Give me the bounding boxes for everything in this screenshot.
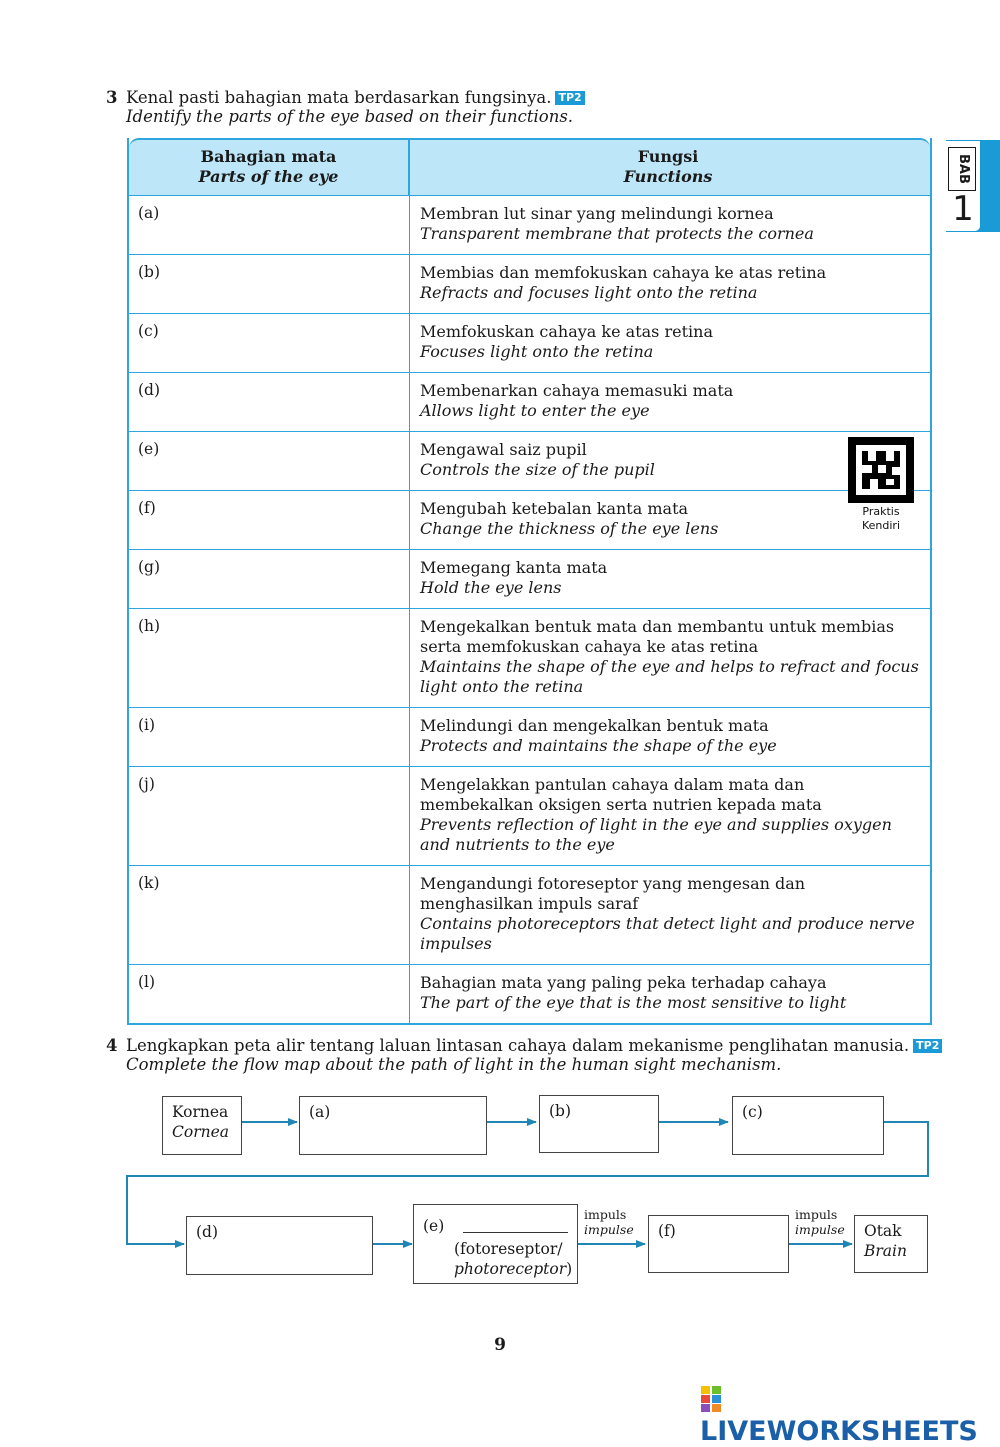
question-number: 3 bbox=[106, 88, 118, 107]
row-label: (a) bbox=[138, 204, 160, 222]
question-text-en: Complete the flow map about the path of light in the human sight mechanism. bbox=[126, 1055, 782, 1074]
function-en: Protects and maintains the shape of the eye bbox=[420, 736, 777, 755]
function-ms: Mengubah ketebalan kanta mata bbox=[420, 499, 689, 518]
row-label: (c) bbox=[138, 322, 159, 340]
function-ms: Membenarkan cahaya memasuki mata bbox=[420, 381, 734, 400]
function-en: Refracts and focuses light onto the retina bbox=[420, 283, 758, 302]
impuls-en: impulse bbox=[795, 1222, 845, 1237]
liveworksheets-logo-icon bbox=[700, 1385, 722, 1413]
flow-label-a: (a) bbox=[309, 1103, 331, 1121]
row-label: (b) bbox=[138, 263, 161, 281]
function-en: Transparent membrane that protects the cornea bbox=[420, 224, 814, 243]
kornea-en: Cornea bbox=[172, 1123, 229, 1141]
e-hint-ms: (fotoreseptor/ bbox=[454, 1240, 563, 1258]
flow-box-d[interactable] bbox=[186, 1216, 373, 1275]
function-en: Contains photoreceptors that detect light and produce nerve impulses bbox=[420, 914, 915, 953]
row-label: (f) bbox=[138, 499, 156, 517]
function-ms: Memegang kanta mata bbox=[420, 558, 608, 577]
row-label: (h) bbox=[138, 617, 161, 635]
kornea-ms: Kornea bbox=[172, 1103, 229, 1121]
function-ms: Membias dan memfokuskan cahaya ke atas retina bbox=[420, 263, 827, 282]
flow-box-b[interactable] bbox=[539, 1095, 659, 1153]
question-text-ms: Lengkapkan peta alir tentang laluan lintasan cahaya dalam mekanisme penglihatan manusia. bbox=[126, 1036, 910, 1055]
chapter-number: 1 bbox=[952, 189, 974, 229]
tp-badge: TP2 bbox=[555, 91, 584, 105]
function-ms: Membran lut sinar yang melindungi kornea bbox=[420, 204, 774, 223]
function-ms: Mengawal saiz pupil bbox=[420, 440, 587, 459]
row-label: (j) bbox=[138, 775, 155, 793]
function-en: Controls the size of the pupil bbox=[420, 460, 655, 479]
impulse-label-2 bbox=[795, 1207, 845, 1237]
flow-label-b: (b) bbox=[549, 1102, 572, 1120]
question-text-en: Identify the parts of the eye based on their functions. bbox=[126, 107, 574, 126]
flow-label-f: (f) bbox=[658, 1222, 676, 1240]
function-en: The part of the eye that is the most sensitive to light bbox=[420, 993, 847, 1012]
header-functions-en: Functions bbox=[623, 167, 713, 186]
function-en: Allows light to enter the eye bbox=[420, 401, 650, 420]
question-text-ms: Kenal pasti bahagian mata berdasarkan fungsinya. bbox=[126, 88, 552, 107]
row-label: (i) bbox=[138, 716, 156, 734]
e-hint-close: ) bbox=[566, 1260, 573, 1278]
function-en: Hold the eye lens bbox=[420, 578, 562, 597]
flow-box-e[interactable] bbox=[413, 1204, 578, 1284]
function-en: Focuses light onto the retina bbox=[420, 342, 654, 361]
tp-badge: TP2 bbox=[913, 1039, 942, 1053]
watermark-text: LIVEWORKSHEETS bbox=[700, 1416, 978, 1447]
function-en: Prevents reflection of light in the eye and supplies oxygen and nutrients to the eye bbox=[420, 815, 892, 854]
function-en: Change the thickness of the eye lens bbox=[420, 519, 719, 538]
row-label: (l) bbox=[138, 973, 156, 991]
flow-box-kornea bbox=[162, 1096, 242, 1155]
row-label: (g) bbox=[138, 558, 161, 576]
impuls-en: impulse bbox=[584, 1222, 634, 1237]
flow-box-a[interactable] bbox=[299, 1096, 487, 1155]
otak-ms: Otak bbox=[864, 1222, 902, 1240]
impulse-label-1 bbox=[584, 1207, 634, 1237]
flow-label-c: (c) bbox=[742, 1103, 763, 1121]
row-label: (k) bbox=[138, 874, 160, 892]
chapter-word: BAB bbox=[948, 147, 976, 191]
flow-box-c[interactable] bbox=[732, 1096, 884, 1155]
qr-label-line1: Praktis bbox=[862, 505, 900, 518]
flow-label-d: (d) bbox=[196, 1223, 219, 1241]
qr-label-line2: Kendiri bbox=[861, 519, 901, 532]
e-hint-en: photoreceptor bbox=[454, 1260, 567, 1278]
header-functions-ms: Fungsi bbox=[637, 147, 699, 166]
function-ms: Mengekalkan bentuk mata dan membantu untuk membias serta memfokuskan cahaya ke atas retina bbox=[420, 617, 895, 656]
impuls-ms: impuls bbox=[584, 1207, 627, 1222]
impuls-ms: impuls bbox=[795, 1207, 838, 1222]
function-ms: Mengandungi fotoreseptor yang mengesan dan menghasilkan impuls saraf bbox=[420, 874, 806, 913]
function-ms: Bahagian mata yang paling peka terhadap cahaya bbox=[420, 973, 827, 992]
otak-en: Brain bbox=[864, 1242, 907, 1260]
row-label: (e) bbox=[138, 440, 160, 458]
flow-box-f[interactable] bbox=[648, 1215, 789, 1273]
function-en: Maintains the shape of the eye and helps to refract and focus light onto the retina bbox=[420, 657, 919, 696]
function-ms: Melindungi dan mengekalkan bentuk mata bbox=[420, 716, 769, 735]
flow-box-otak bbox=[854, 1215, 928, 1273]
row-label: (d) bbox=[138, 381, 161, 399]
flow-label-e: (e) bbox=[423, 1217, 445, 1235]
answer-line bbox=[463, 1232, 568, 1233]
function-ms: Memfokuskan cahaya ke atas retina bbox=[420, 322, 713, 341]
question-number: 4 bbox=[106, 1036, 118, 1055]
page-number: 9 bbox=[494, 1335, 506, 1355]
header-parts-en: Parts of the eye bbox=[198, 167, 339, 186]
header-parts-ms: Bahagian mata bbox=[200, 147, 337, 166]
function-ms: Mengelakkan pantulan cahaya dalam mata dan membekalkan oksigen serta nutrien kepada mata bbox=[420, 775, 822, 814]
liveworksheets-watermark[interactable] bbox=[700, 1385, 1000, 1447]
